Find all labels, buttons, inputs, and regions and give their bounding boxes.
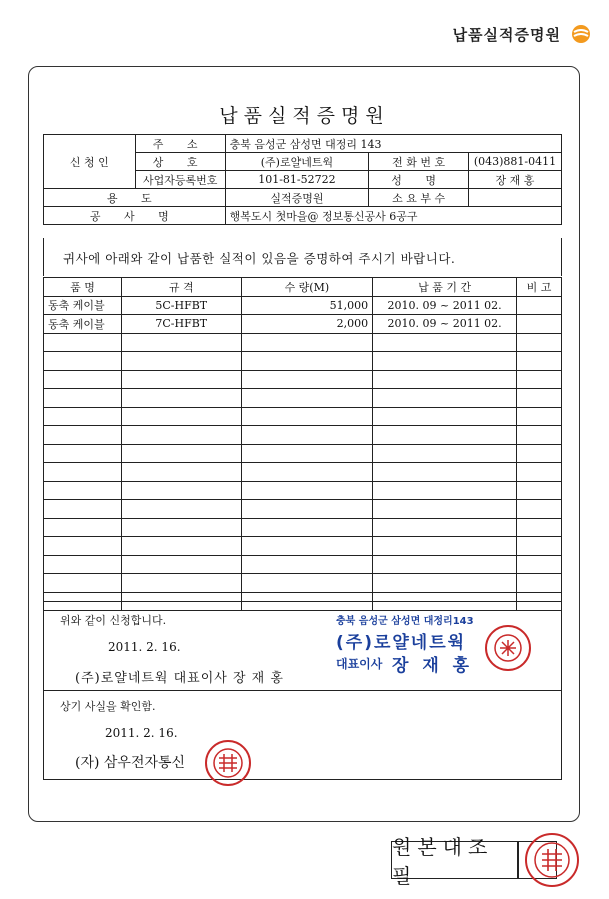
confirm-statement: 상기 사실을 확인함. — [60, 700, 156, 713]
original-verified-label: 원본대조필 — [391, 841, 519, 879]
purpose-label: 용 도 — [44, 189, 226, 207]
empty-cell — [517, 537, 562, 556]
document-title: 납품실적증명원 — [219, 105, 390, 127]
copies-label: 소 요 부 수 — [369, 189, 469, 207]
name-value: 장 재 홍 — [468, 171, 561, 189]
empty-cell — [241, 407, 373, 426]
copies-value — [468, 189, 561, 207]
empty-cell — [517, 407, 562, 426]
empty-cell — [121, 352, 241, 371]
original-verified-seal-stamp — [525, 833, 579, 887]
empty-cell — [241, 389, 373, 408]
empty-cell — [517, 463, 562, 482]
apply-statement: 위와 같이 신청합니다. — [60, 614, 167, 627]
items-table — [43, 277, 562, 611]
company-value: (주)로얄네트웍 — [225, 153, 369, 171]
empty-cell — [44, 426, 122, 445]
apply-date: 2011. 2. 16. — [108, 640, 181, 654]
empty-cell — [241, 481, 373, 500]
empty-cell — [517, 333, 562, 352]
table-row-empty — [44, 370, 562, 389]
table-row — [44, 315, 562, 334]
empty-cell — [241, 426, 373, 445]
empty-cell — [121, 481, 241, 500]
empty-cell — [44, 481, 122, 500]
item-spec: 7C-HFBT — [121, 315, 241, 334]
empty-cell — [121, 537, 241, 556]
empty-cell — [44, 444, 122, 463]
empty-cell — [44, 333, 122, 352]
header-cell: 납 품 기 간 — [373, 278, 517, 297]
name-label: 성 명 — [369, 171, 469, 189]
empty-cell — [121, 426, 241, 445]
stamp-ceo-name: 장 재 홍 — [392, 656, 474, 676]
item-note — [517, 315, 562, 334]
item-spec: 5C-HFBT — [121, 296, 241, 315]
bizno-label: 사업자등록번호 — [135, 171, 225, 189]
empty-cell — [241, 500, 373, 519]
brand-logo-icon — [571, 24, 591, 44]
item-qty: 2,000 — [241, 315, 373, 334]
item-name: 동축 케이블 — [44, 296, 122, 315]
company-label: 상 호 — [135, 153, 225, 171]
purpose-value: 실적증명원 — [225, 189, 369, 207]
empty-cell — [373, 370, 517, 389]
table-row — [44, 296, 562, 315]
address-label: 주 소 — [135, 135, 225, 153]
empty-cell — [517, 481, 562, 500]
phone-value: (043)881-0411 — [468, 153, 561, 171]
empty-cell — [373, 574, 517, 593]
empty-cell — [44, 407, 122, 426]
project-label: 공 사 명 — [44, 207, 226, 225]
empty-cell — [517, 500, 562, 519]
phone-label: 전 화 번 호 — [369, 153, 469, 171]
empty-cell — [241, 352, 373, 371]
empty-cell — [517, 426, 562, 445]
empty-cell — [517, 518, 562, 537]
empty-cell — [241, 444, 373, 463]
empty-cell — [517, 555, 562, 574]
table-row-empty — [44, 463, 562, 482]
table-row-empty — [44, 333, 562, 352]
empty-cell — [44, 463, 122, 482]
empty-cell — [121, 333, 241, 352]
table-row-empty — [44, 574, 562, 593]
empty-cell — [373, 426, 517, 445]
header-cell: 품 명 — [44, 278, 122, 297]
top-header — [0, 0, 609, 60]
empty-cell — [373, 389, 517, 408]
bizno-value: 101-81-52722 — [225, 171, 369, 189]
table-row-empty — [44, 352, 562, 371]
notice-text: 귀사에 아래와 같이 납품한 실적이 있음을 증명하여 주시기 바랍니다. — [63, 251, 456, 266]
empty-cell — [373, 518, 517, 537]
table-row-empty — [44, 555, 562, 574]
table-row-empty — [44, 481, 562, 500]
empty-cell — [241, 463, 373, 482]
stamp-ceo-title: 대표이사 — [336, 657, 383, 671]
empty-cell — [373, 481, 517, 500]
empty-cell — [517, 444, 562, 463]
item-qty: 51,000 — [241, 296, 373, 315]
empty-cell — [373, 463, 517, 482]
table-row-empty — [44, 389, 562, 408]
empty-cell — [121, 463, 241, 482]
empty-cell — [517, 389, 562, 408]
table-row-empty — [44, 426, 562, 445]
empty-cell — [121, 500, 241, 519]
header-title: 납품실적증명원 — [452, 26, 561, 44]
empty-cell — [373, 407, 517, 426]
empty-cell — [121, 574, 241, 593]
confirm-company: (자) 삼우전자통신 — [75, 755, 186, 771]
empty-cell — [241, 518, 373, 537]
table-row-empty — [44, 500, 562, 519]
empty-cell — [44, 574, 122, 593]
items-header-row — [44, 278, 562, 297]
empty-cell — [121, 555, 241, 574]
empty-cell — [373, 352, 517, 371]
empty-cell — [44, 389, 122, 408]
stamp-company: (주)로얄네트웍 — [336, 633, 467, 653]
address-value: 충북 음성군 삼성면 대정리 143 — [225, 135, 561, 153]
confirm-date: 2011. 2. 16. — [105, 726, 178, 740]
header-cell: 규 격 — [121, 278, 241, 297]
empty-cell — [121, 389, 241, 408]
empty-cell — [44, 537, 122, 556]
empty-cell — [373, 444, 517, 463]
empty-cell — [44, 555, 122, 574]
stamp-address: 충북 음성군 삼성면 대정리143 — [336, 616, 474, 627]
signature-divider — [43, 690, 562, 691]
header-cell: 수 량(M) — [241, 278, 373, 297]
empty-cell — [373, 333, 517, 352]
table-row-empty — [44, 537, 562, 556]
empty-cell — [121, 370, 241, 389]
item-note — [517, 296, 562, 315]
header-cell: 비 고 — [517, 278, 562, 297]
company-seal-stamp — [485, 625, 531, 671]
empty-cell — [517, 370, 562, 389]
empty-cell — [517, 352, 562, 371]
item-period: 2010. 09 ~ 2011 02. — [373, 315, 517, 334]
empty-cell — [121, 518, 241, 537]
empty-cell — [241, 555, 373, 574]
project-value: 행복도시 첫마을@ 정보통신공사 6공구 — [225, 207, 561, 225]
empty-cell — [373, 555, 517, 574]
empty-cell — [517, 574, 562, 593]
applicant-label: 신 청 인 — [44, 135, 136, 189]
table-row-empty — [44, 407, 562, 426]
table-row-empty — [44, 518, 562, 537]
empty-cell — [241, 537, 373, 556]
empty-cell — [121, 444, 241, 463]
item-period: 2010. 09 ~ 2011 02. — [373, 296, 517, 315]
empty-cell — [44, 500, 122, 519]
empty-cell — [241, 574, 373, 593]
empty-cell — [241, 370, 373, 389]
empty-cell — [44, 518, 122, 537]
empty-cell — [121, 407, 241, 426]
item-name: 동축 케이블 — [44, 315, 122, 334]
apply-signer: (주)로얄네트웍 대표이사 장 재 홍 — [75, 671, 284, 686]
table-row-empty — [44, 444, 562, 463]
applicant-table — [43, 134, 562, 225]
empty-cell — [373, 537, 517, 556]
empty-cell — [373, 500, 517, 519]
empty-cell — [241, 333, 373, 352]
empty-cell — [44, 352, 122, 371]
confirm-seal-stamp — [205, 740, 251, 786]
empty-cell — [44, 370, 122, 389]
